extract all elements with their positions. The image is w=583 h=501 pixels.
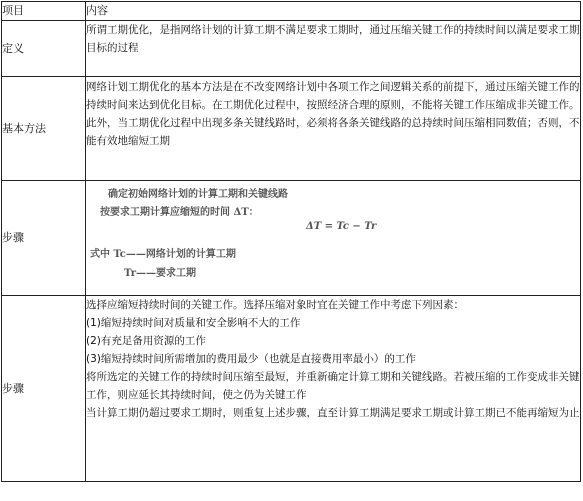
row-value-basic-method: 网络计划工期优化的基本方法是在不改变网络计划中各项工作之间逻辑关系的前提下，通过压缩关键工作的持续时间来达到优化目标。在工期优化过程中，按照经济合理的原则，不能将关键工作压缩成非关键工作。此外，当工期优化过程中出现多条关键线路时，必须将各条关键线路的总持续时间压缩相同数值；否则，不能有效地缩短工期 [86,77,581,181]
row-key-basic-method: 基本方法 [2,77,86,181]
header-content: 内容 [86,2,581,21]
formula-figure [86,181,580,295]
row-value-formula-image [86,181,581,296]
formula-line-2: 按要求工期计算应缩短的时间 ΔT： [100,207,259,218]
table-row [2,77,581,181]
step-line: 选择应缩短持续时间的关键工作。选择压缩对象时宜在关键工作中考虑下列因素： [86,299,464,311]
step-line: 将所选定的关键工作的持续时间压缩至最短，并重新确定计算工期和关键线路。若被压缩的工作变成非关键工作，则应延长其持续时间，使之仍为关键工作 [86,371,580,401]
row-key-steps-2: 步骤 [2,296,86,482]
table-row [2,181,581,296]
row-value-steps [86,296,581,482]
table-row [2,21,581,77]
row-key-steps-1: 步骤 [2,181,86,296]
formula-line-4: Tr——要求工期 [124,268,196,279]
header-row [2,2,581,21]
formula-line-1: 确定初始网络计划的计算工期和关键线路 [108,189,288,200]
formula-line-3: 式中 Tc——网络计划的计算工期 [90,249,236,260]
content-table [1,1,581,482]
header-item: 项目 [2,2,86,21]
row-key-definition: 定义 [2,21,86,77]
step-line: (2)有充足备用资源的工作 [86,335,206,347]
step-line: 当计算工期仍超过要求工期时，则重复上述步骤，直至计算工期满足要求工期或计算工期已不能再缩短为止 [86,407,580,419]
formula-equation: ΔT = Tc − Tr [306,221,377,232]
step-line: (1)缩短持续时间对质量和安全影响不大的工作 [86,317,301,329]
step-line: (3)缩短持续时间所需增加的费用最少（也就是直接费用率最小）的工作 [86,353,416,365]
row-value-definition: 所谓工期优化，是指网络计划的计算工期不满足要求工期时，通过压缩关键工作的持续时间以满足要求工期目标的过程 [86,21,581,77]
table-row [2,296,581,482]
